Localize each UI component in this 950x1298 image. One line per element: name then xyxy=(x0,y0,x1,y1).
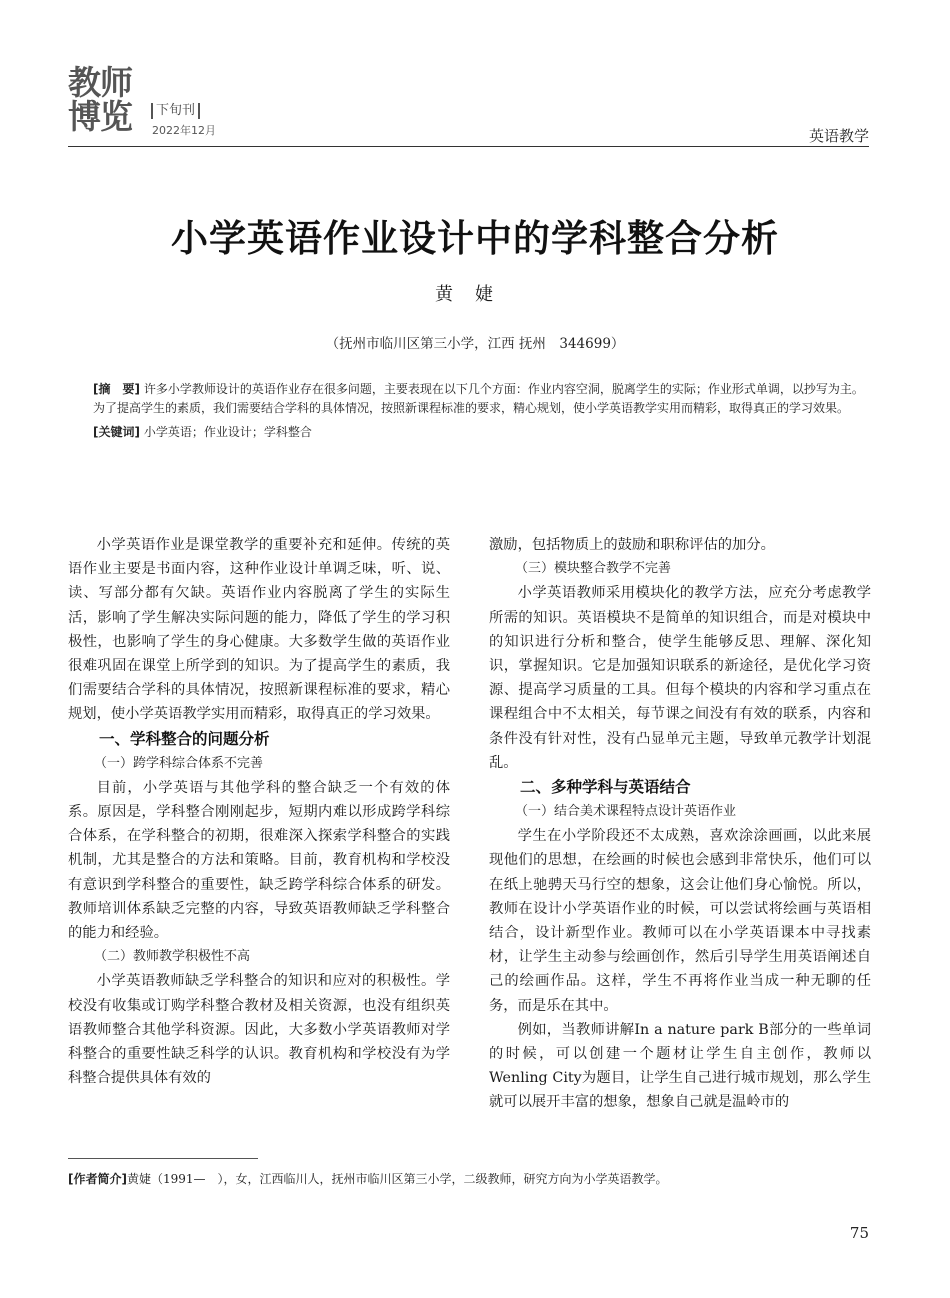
issue-label: 下旬刊 xyxy=(151,103,200,119)
paragraph: 例如，当教师讲解In a nature park B部分的一些单词的时候，可以创建一个题材让学生自主创作，教师以Wenling City为题目，让学生自己进行城市规划，那么学生就可以展开丰富的想象，想象自己就是温岭市的 xyxy=(489,1021,871,1111)
paragraph: 小学英语教师缺乏学科整合的知识和应对的积极性。学校没有收集或订购学科整合教材及相关资源，也没有组织英语教师整合其他学科资源。因此，大多数小学英语教师对学科整合的重要性缺乏科学的认识。教育机构和学校没有为学科整合提供具体有效的 xyxy=(68,973,450,1087)
keywords-text: 小学英语；作业设计；学科整合 xyxy=(143,425,312,439)
article-title: 小学英语作业设计中的学科整合分析 xyxy=(171,217,779,260)
abstract xyxy=(93,380,871,418)
subsection-heading: （一）跨学科综合体系不完善 xyxy=(94,755,264,771)
footnote-label: [作者简介] xyxy=(68,1172,127,1186)
page-number: 75 xyxy=(849,1224,869,1242)
article-author: 黄婕 xyxy=(435,284,515,305)
journal-logo xyxy=(68,63,150,136)
paragraph: 目前，小学英语与其他学科的整合缺乏一个有效的体系。原因是，学科整合刚刚起步，短期内难以形成跨学科综合体系，在学科整合的初期，很难深入探索学科整合的实践机制，尤其是整合的方法和策略。目前，教育机构和学校没有意识到学科整合的重要性，缺乏跨学科综合体系的研发。教师培训体系缺乏完整的内容，导致英语教师缺乏学科整合的能力和经验。 xyxy=(68,779,450,942)
author-affiliation: （抚州市临川区第三小学，江西 抚州 344699） xyxy=(325,336,625,352)
paragraph: 小学英语教师采用模块化的教学方法，应充分考虑教学所需的知识。英语模块不是简单的知识组合，而是对模块中的知识进行分析和整合，使学生能够反思、理解、深化知识，掌握知识。它是加强知识联系的新途径，是优化学习资源、提高学习质量的工具。但每个模块的内容和学习重点在课程组合中不太相关，每节课之间没有有效的联系，内容和条件没有针对性，没有凸显单元主题，导致单元教学计划混乱。 xyxy=(489,585,871,771)
author-footnote xyxy=(68,1170,668,1187)
logo-line-2: 博览 xyxy=(68,97,132,136)
subsection-heading: （三）模块整合教学不完善 xyxy=(515,561,672,577)
subsection-heading: （一）结合美术课程特点设计英语作业 xyxy=(515,804,737,820)
footnote-text: 黄婕（1991— ），女，江西临川人，抚州市临川区第三小学，二级教师，研究方向为小学英语教学。 xyxy=(126,1172,668,1186)
left-column xyxy=(68,533,450,1090)
section-heading: 一、学科整合的问题分析 xyxy=(99,729,270,748)
abstract-block xyxy=(93,380,871,442)
abstract-text: 许多小学教师设计的英语作业存在很多问题，主要表现在以下几个方面：作业内容空洞，脱离学生的实际；作业形式单调，以抄写为主。为了提高学生的素质，我们需要结合学科的具体情况，按照新课程标准的要求，精心规划，使小学英语教学实用而精彩，取得真正的学习效果。 xyxy=(93,382,864,415)
right-column xyxy=(489,533,871,1115)
section-label: 英语教学 xyxy=(808,127,869,145)
keywords xyxy=(93,423,871,442)
abstract-label: [摘 要] xyxy=(93,382,140,396)
paragraph: 学生在小学阶段还不太成熟，喜欢涂涂画画，以此来展现他们的思想，在绘画的时候也会感到非常快乐，他们可以在纸上驰骋天马行空的想象，这会让他们身心愉悦。所以，教师在设计小学英语作业的时候，可以尝试将绘画与英语相结合，设计新型作业。教师可以在小学英语课本中寻找素材，让学生主动参与绘画创作，然后引导学生用英语阐述自己的绘画作品。这样，学生不再将作业当成一种无聊的任务，而是乐在其中。 xyxy=(489,828,871,1014)
paragraph-continued: 激励，包括物质上的鼓励和职称评估的加分。 xyxy=(489,537,775,553)
issue-date: 2022年12月 xyxy=(152,124,216,137)
section-heading: 二、多种学科与英语结合 xyxy=(520,778,691,797)
header-rule xyxy=(68,146,869,147)
logo-line-1: 教师 xyxy=(68,63,132,102)
subsection-heading: （二）教师教学积极性不高 xyxy=(94,949,251,965)
footnote-rule xyxy=(68,1158,258,1159)
keywords-label: [关键词] xyxy=(93,425,140,439)
paragraph: 小学英语作业是课堂教学的重要补充和延伸。传统的英语作业主要是书面内容，这种作业设计单调乏味，听、说、读、写部分都有欠缺。英语作业内容脱离了学生的实际生活，影响了学生解决实际问题的能力，降低了学生的学习积极性，也影响了学生的身心健康。大多数学生做的英语作业很难巩固在课堂上所学到的知识。为了提高学生的素质，我们需要结合学科的具体情况，按照新课程标准的要求，精心规划，使小学英语教学实用而精彩，取得真正的学习效果。 xyxy=(68,537,450,723)
